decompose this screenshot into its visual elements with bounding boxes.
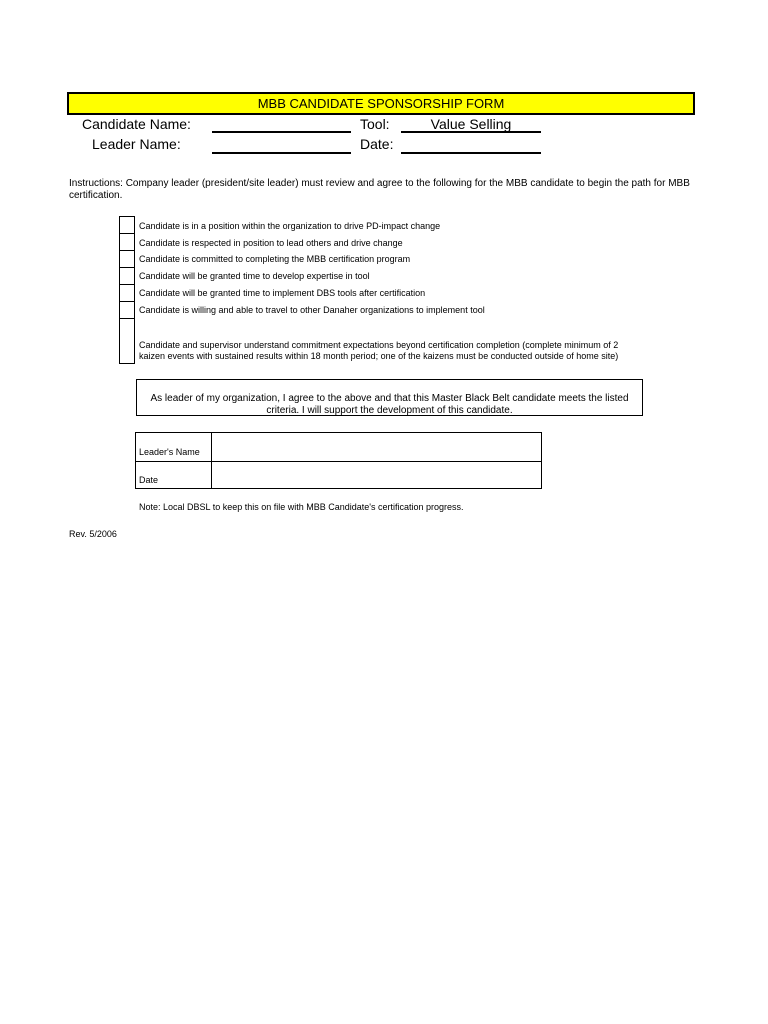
agreement-statement: As leader of my organization, I agree to the above and that this Master Black Belt candidate meets the listed criteria. I will support the development of this candidate.: [136, 379, 643, 416]
criteria-checkbox-4[interactable]: [119, 267, 135, 285]
date-row: [136, 461, 541, 489]
criteria-item-4: Candidate will be granted time to develop expertise in tool: [139, 271, 370, 281]
criteria-item-7-line-2: kaizen events with sustained results within 18 month period; one of the kaizens must be conducted outside of home site): [139, 351, 619, 361]
criteria-checkbox-2[interactable]: [119, 233, 135, 251]
criteria-item-2: Candidate is respected in position to lead others and drive change: [139, 238, 403, 248]
leader-name-row-label: Leader's Name: [136, 433, 212, 461]
criteria-item-1: Candidate is in a position within the organization to drive PD-impact change: [139, 221, 441, 231]
signature-date-field[interactable]: [212, 461, 541, 489]
instructions-text: Instructions: Company leader (president/site leader) must review and agree to the following for the MBB candidate to begin the path for MBB certification.: [69, 178, 690, 201]
leader-name-label: Leader Name:: [92, 136, 181, 152]
candidate-name-field[interactable]: [212, 131, 351, 133]
criteria-item-7-line-1: Candidate and supervisor understand commitment expectations beyond certification completion (complete minimum of 2: [139, 340, 619, 350]
revision-label: Rev. 5/2006: [69, 529, 117, 539]
criteria-checkbox-5[interactable]: [119, 284, 135, 302]
signature-table: [135, 432, 542, 489]
form-title: MBB CANDIDATE SPONSORSHIP FORM: [67, 92, 695, 115]
leader-name-field[interactable]: [212, 152, 351, 154]
tool-value: Value Selling: [430, 116, 512, 132]
tool-field[interactable]: [401, 131, 541, 133]
date-row-label: Date: [136, 461, 212, 489]
criteria-checkbox-1[interactable]: [119, 216, 135, 234]
filing-note: Note: Local DBSL to keep this on file with MBB Candidate's certification progress.: [139, 502, 464, 512]
leader-name-row: [136, 433, 541, 462]
date-field[interactable]: [401, 152, 541, 154]
candidate-name-label: Candidate Name:: [82, 116, 191, 132]
criteria-item-5: Candidate will be granted time to implement DBS tools after certification: [139, 288, 426, 298]
criteria-checkbox-7[interactable]: [119, 318, 135, 364]
criteria-item-6: Candidate is willing and able to travel to other Danaher organizations to implement tool: [139, 305, 485, 315]
criteria-checkbox-3[interactable]: [119, 250, 135, 268]
criteria-checkbox-6[interactable]: [119, 301, 135, 319]
date-label: Date:: [360, 136, 394, 152]
leader-signature-field[interactable]: [212, 433, 541, 461]
criteria-item-3: Candidate is committed to completing the MBB certification program: [139, 254, 411, 264]
tool-label: Tool:: [360, 116, 390, 132]
